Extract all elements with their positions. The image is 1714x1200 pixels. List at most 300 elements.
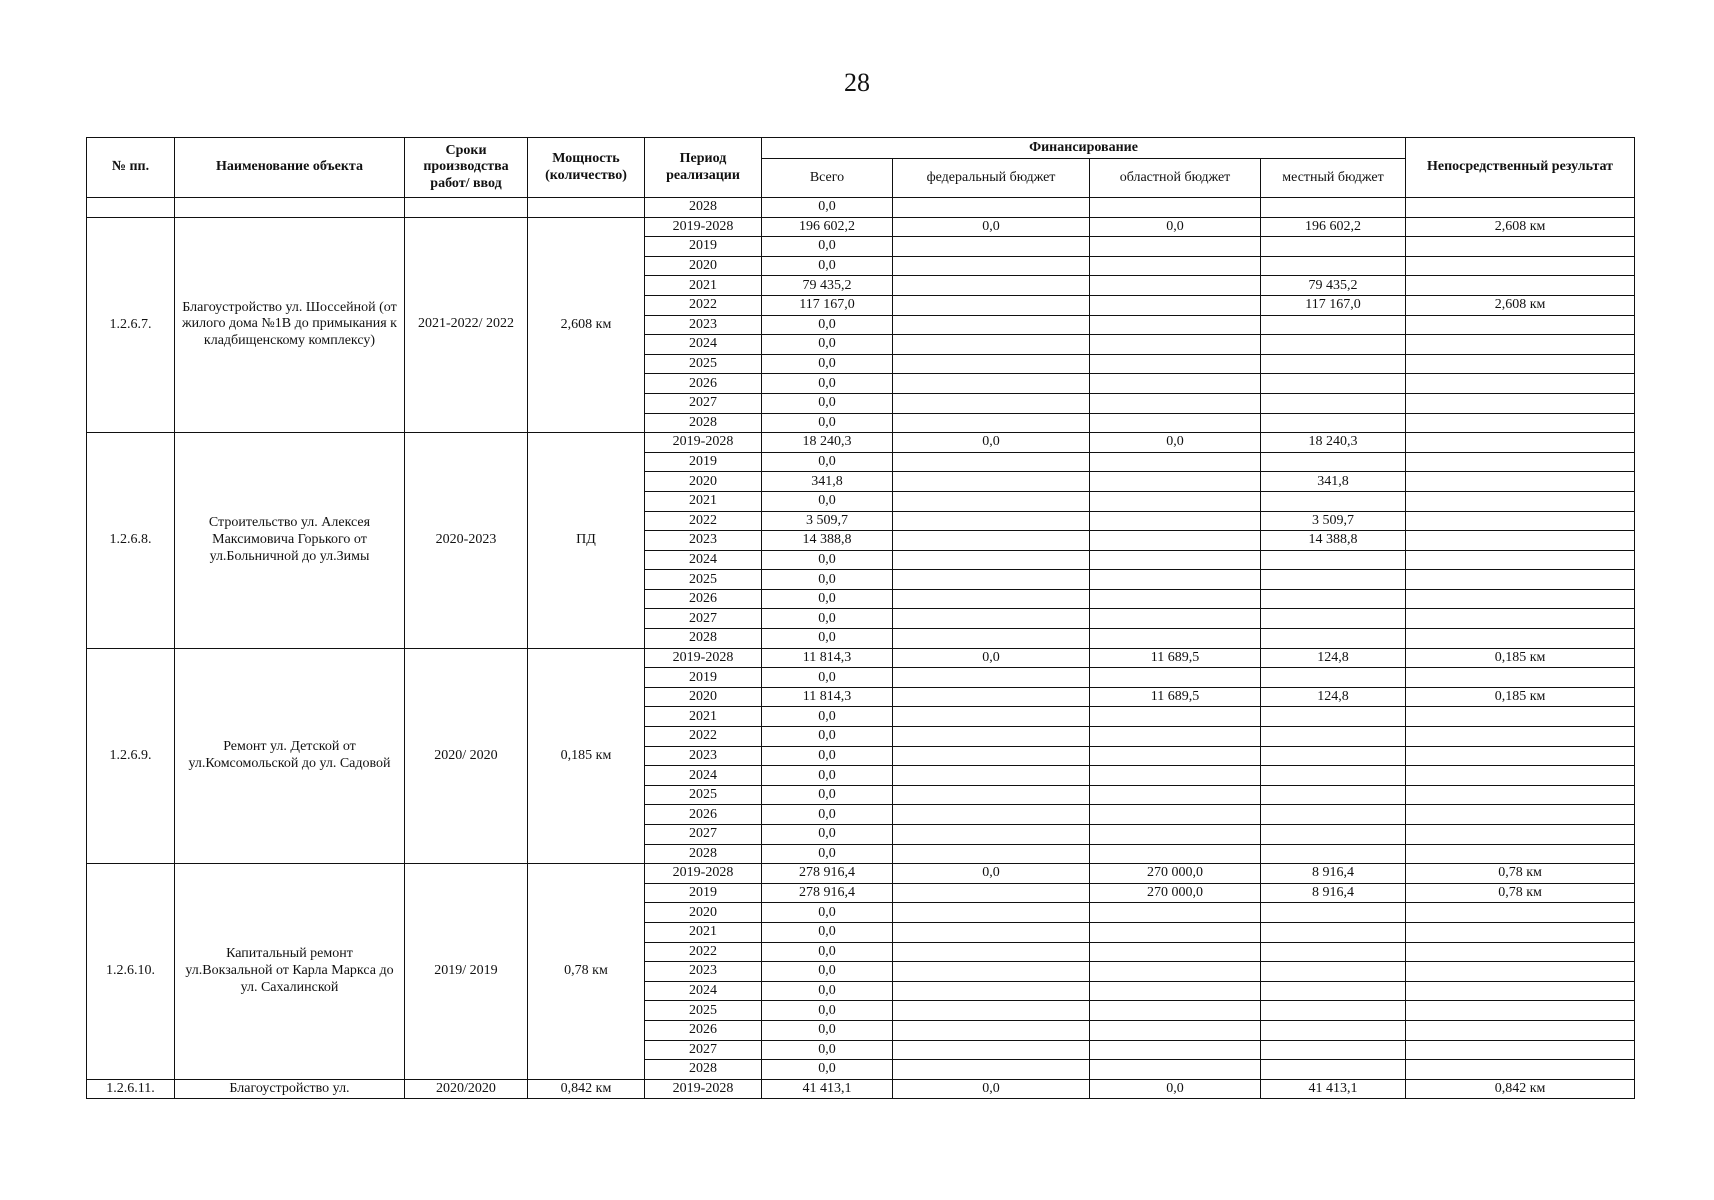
cell-federal [893, 511, 1090, 531]
cell-local [1261, 1060, 1406, 1080]
cell-total: 0,0 [762, 707, 893, 727]
cell-federal [893, 981, 1090, 1001]
cell-federal [893, 785, 1090, 805]
cell-period: 2019 [645, 668, 762, 688]
cell-total: 0,0 [762, 1020, 893, 1040]
table-row [87, 1079, 1635, 1099]
cell-total: 0,0 [762, 491, 893, 511]
cell-federal: 0,0 [893, 217, 1090, 237]
cell-total: 3 509,7 [762, 511, 893, 531]
cell-period: 2026 [645, 805, 762, 825]
cell-local [1261, 805, 1406, 825]
cell-regional [1090, 276, 1261, 296]
cell-total: 0,0 [762, 844, 893, 864]
cell-federal [893, 707, 1090, 727]
cell-period: 2019 [645, 452, 762, 472]
cell-local [1261, 981, 1406, 1001]
cell-local [1261, 374, 1406, 394]
cell-local [1261, 962, 1406, 982]
header-total: Всего [762, 159, 893, 198]
table-tail [87, 1079, 1635, 1099]
cell-period: 2024 [645, 981, 762, 1001]
cell-result [1406, 276, 1635, 296]
cell-federal [893, 374, 1090, 394]
cell-federal [893, 256, 1090, 276]
cell-regional [1090, 981, 1261, 1001]
cell-local: 18 240,3 [1261, 433, 1406, 453]
cell-result [1406, 570, 1635, 590]
cell-result [1406, 785, 1635, 805]
cell-regional [1090, 942, 1261, 962]
cell-regional [1090, 198, 1261, 218]
cell-result: 2,608 км [1406, 295, 1635, 315]
cell-result [1406, 589, 1635, 609]
cell-result [1406, 825, 1635, 845]
cell-regional [1090, 315, 1261, 335]
cell-federal [893, 903, 1090, 923]
cell-num: 1.2.6.9. [87, 648, 175, 864]
cell-regional [1090, 1040, 1261, 1060]
cell-federal [893, 393, 1090, 413]
cell-local [1261, 1040, 1406, 1060]
cell-total: 0,0 [762, 570, 893, 590]
cell-total: 278 916,4 [762, 864, 893, 884]
cell-federal [893, 550, 1090, 570]
cell-regional [1090, 511, 1261, 531]
cell-result [1406, 746, 1635, 766]
cell-period: 2022 [645, 727, 762, 747]
cell-federal [893, 687, 1090, 707]
cell-period: 2027 [645, 1040, 762, 1060]
cell-period: 2022 [645, 295, 762, 315]
cell-total: 0,0 [762, 825, 893, 845]
cell-result [1406, 981, 1635, 1001]
cell-total: 0,0 [762, 589, 893, 609]
cell-regional [1090, 295, 1261, 315]
cell-regional: 0,0 [1090, 217, 1261, 237]
cell-local [1261, 668, 1406, 688]
cell-local: 8 916,4 [1261, 864, 1406, 884]
cell-regional: 270 000,0 [1090, 864, 1261, 884]
cell-regional [1090, 825, 1261, 845]
cell-result [1406, 256, 1635, 276]
cell-period: 2021 [645, 491, 762, 511]
cell-local: 8 916,4 [1261, 883, 1406, 903]
cell-period: 2026 [645, 374, 762, 394]
cell-total: 0,0 [762, 315, 893, 335]
cell-local [1261, 609, 1406, 629]
cell-total: 341,8 [762, 472, 893, 492]
cell-federal [893, 805, 1090, 825]
cell-period: 2019-2028 [645, 1079, 762, 1099]
cell-federal [893, 1001, 1090, 1021]
cell-local: 196 602,2 [1261, 217, 1406, 237]
table-row [87, 217, 1635, 237]
cell-federal [893, 452, 1090, 472]
cell-total: 14 388,8 [762, 531, 893, 551]
cell-total: 0,0 [762, 727, 893, 747]
cell-result [1406, 237, 1635, 257]
cell-local [1261, 922, 1406, 942]
cell-regional: 270 000,0 [1090, 883, 1261, 903]
cell-local: 79 435,2 [1261, 276, 1406, 296]
cell-federal: 0,0 [893, 648, 1090, 668]
cell-local: 124,8 [1261, 648, 1406, 668]
cell-local [1261, 315, 1406, 335]
cell-period: 2019-2028 [645, 433, 762, 453]
cell-period: 2019-2028 [645, 648, 762, 668]
cell-regional: 0,0 [1090, 1079, 1261, 1099]
cell-result [1406, 550, 1635, 570]
cell-result [1406, 393, 1635, 413]
header-period: Период реализации [645, 138, 762, 198]
cell-num: 1.2.6.7. [87, 217, 175, 433]
cell-result [1406, 609, 1635, 629]
cell-period: 2024 [645, 335, 762, 355]
cell-total: 41 413,1 [762, 1079, 893, 1099]
cell-local [1261, 1020, 1406, 1040]
table-row [87, 864, 1635, 884]
header-result: Непосредственный результат [1406, 138, 1635, 198]
cell-period: 2021 [645, 922, 762, 942]
cell-local [1261, 825, 1406, 845]
cell-local: 3 509,7 [1261, 511, 1406, 531]
cell-total: 0,0 [762, 452, 893, 472]
cell-terms: 2019/ 2019 [405, 864, 528, 1080]
cell-regional [1090, 766, 1261, 786]
cell-regional [1090, 922, 1261, 942]
cell-result [1406, 1040, 1635, 1060]
cell-local: 341,8 [1261, 472, 1406, 492]
cell-total: 0,0 [762, 374, 893, 394]
cell-federal [893, 766, 1090, 786]
cell-regional [1090, 374, 1261, 394]
cell-power: 0,842 км [528, 1079, 645, 1099]
cell-regional [1090, 335, 1261, 355]
cell-federal [893, 276, 1090, 296]
cell-name: Строительство ул. Алексея Максимовича Горького от ул.Больничной до ул.Зимы [175, 433, 405, 649]
cell-local [1261, 491, 1406, 511]
cell-period: 2019-2028 [645, 864, 762, 884]
cell-local [1261, 354, 1406, 374]
cell-federal [893, 295, 1090, 315]
cell-name: Благоустройство ул. [175, 1079, 405, 1099]
cell-period: 2026 [645, 589, 762, 609]
cell-power: ПД [528, 433, 645, 649]
header-power: Мощность (количество) [528, 138, 645, 198]
cell-result [1406, 844, 1635, 864]
cell-period: 2024 [645, 766, 762, 786]
cell-local [1261, 550, 1406, 570]
header-num: № пп. [87, 138, 175, 198]
cell-federal [893, 609, 1090, 629]
cell-period: 2028 [645, 198, 762, 218]
cell-federal [893, 883, 1090, 903]
cell-federal [893, 335, 1090, 355]
cell-regional [1090, 707, 1261, 727]
cell-period: 2020 [645, 687, 762, 707]
cell-period: 2028 [645, 844, 762, 864]
cell-total: 0,0 [762, 962, 893, 982]
cell-num: 1.2.6.8. [87, 433, 175, 649]
cell-federal [893, 825, 1090, 845]
cell-period: 2023 [645, 962, 762, 982]
cell-regional [1090, 589, 1261, 609]
cell-period: 2020 [645, 256, 762, 276]
cell-period: 2023 [645, 746, 762, 766]
cell-power [528, 198, 645, 218]
cell-regional [1090, 550, 1261, 570]
cell-period: 2020 [645, 472, 762, 492]
cell-local: 124,8 [1261, 687, 1406, 707]
cell-period: 2019-2028 [645, 217, 762, 237]
cell-total: 0,0 [762, 668, 893, 688]
cell-name: Ремонт ул. Детской от ул.Комсомольской до ул. Садовой [175, 648, 405, 864]
cell-federal [893, 531, 1090, 551]
cell-regional [1090, 903, 1261, 923]
cell-total: 0,0 [762, 1040, 893, 1060]
cell-total: 0,0 [762, 550, 893, 570]
cell-federal [893, 746, 1090, 766]
cell-result [1406, 315, 1635, 335]
cell-regional [1090, 1060, 1261, 1080]
table-header-row [87, 138, 1635, 159]
cell-total: 18 240,3 [762, 433, 893, 453]
cell-total: 117 167,0 [762, 295, 893, 315]
cell-regional [1090, 1020, 1261, 1040]
cell-num: 1.2.6.10. [87, 864, 175, 1080]
cell-regional [1090, 570, 1261, 590]
cell-result [1406, 198, 1635, 218]
cell-local [1261, 707, 1406, 727]
cell-federal [893, 942, 1090, 962]
cell-federal [893, 668, 1090, 688]
header-name: Наименование объекта [175, 138, 405, 198]
cell-result: 0,185 км [1406, 687, 1635, 707]
cell-period: 2023 [645, 531, 762, 551]
cell-result [1406, 531, 1635, 551]
cell-local [1261, 903, 1406, 923]
cell-result [1406, 413, 1635, 433]
cell-federal [893, 1040, 1090, 1060]
cell-result [1406, 491, 1635, 511]
cell-period: 2025 [645, 570, 762, 590]
cell-local: 117 167,0 [1261, 295, 1406, 315]
cell-federal [893, 570, 1090, 590]
cell-terms: 2020-2023 [405, 433, 528, 649]
cell-period: 2027 [645, 609, 762, 629]
cell-regional [1090, 962, 1261, 982]
cell-num [87, 198, 175, 218]
cell-period: 2019 [645, 237, 762, 257]
cell-result [1406, 472, 1635, 492]
cell-result [1406, 962, 1635, 982]
cell-regional [1090, 629, 1261, 649]
cell-result: 0,185 км [1406, 648, 1635, 668]
cell-result: 2,608 км [1406, 217, 1635, 237]
cell-regional [1090, 472, 1261, 492]
cell-regional [1090, 256, 1261, 276]
cell-total: 278 916,4 [762, 883, 893, 903]
cell-power: 2,608 км [528, 217, 645, 433]
cell-total: 0,0 [762, 981, 893, 1001]
cell-period: 2020 [645, 903, 762, 923]
cell-total: 0,0 [762, 393, 893, 413]
cell-federal [893, 922, 1090, 942]
header-federal: федеральный бюджет [893, 159, 1090, 198]
cell-regional [1090, 844, 1261, 864]
cell-federal [893, 491, 1090, 511]
cell-period: 2021 [645, 276, 762, 296]
cell-result [1406, 433, 1635, 453]
cell-regional [1090, 452, 1261, 472]
cell-federal [893, 354, 1090, 374]
cell-local [1261, 452, 1406, 472]
cell-regional: 11 689,5 [1090, 648, 1261, 668]
cell-period: 2027 [645, 393, 762, 413]
cell-regional [1090, 531, 1261, 551]
cell-total: 0,0 [762, 335, 893, 355]
cell-local [1261, 393, 1406, 413]
cell-regional [1090, 237, 1261, 257]
cell-local [1261, 785, 1406, 805]
cell-period: 2024 [645, 550, 762, 570]
cell-period: 2022 [645, 511, 762, 531]
cell-total: 0,0 [762, 413, 893, 433]
cell-total: 0,0 [762, 785, 893, 805]
cell-federal [893, 727, 1090, 747]
cell-result [1406, 903, 1635, 923]
cell-name: Капитальный ремонт ул.Вокзальной от Карла Маркса до ул. Сахалинской [175, 864, 405, 1080]
cell-regional: 0,0 [1090, 433, 1261, 453]
cell-period: 2021 [645, 707, 762, 727]
table-row [87, 433, 1635, 453]
cell-result: 0,78 км [1406, 883, 1635, 903]
cell-federal [893, 844, 1090, 864]
cell-total: 0,0 [762, 746, 893, 766]
header-regional: областной бюджет [1090, 159, 1261, 198]
cell-regional [1090, 354, 1261, 374]
cell-total: 0,0 [762, 198, 893, 218]
cell-result: 0,78 км [1406, 864, 1635, 884]
cell-regional: 11 689,5 [1090, 687, 1261, 707]
cell-total: 11 814,3 [762, 687, 893, 707]
cell-federal: 0,0 [893, 433, 1090, 453]
cell-result [1406, 1001, 1635, 1021]
cell-result [1406, 707, 1635, 727]
cell-regional [1090, 785, 1261, 805]
cell-total: 0,0 [762, 766, 893, 786]
cell-regional [1090, 393, 1261, 413]
cell-result [1406, 922, 1635, 942]
cell-local [1261, 413, 1406, 433]
cell-total: 0,0 [762, 903, 893, 923]
cell-local [1261, 335, 1406, 355]
cell-period: 2025 [645, 785, 762, 805]
cell-local [1261, 629, 1406, 649]
table-body [87, 198, 1635, 1080]
cell-period: 2025 [645, 354, 762, 374]
cell-total: 0,0 [762, 805, 893, 825]
cell-regional [1090, 609, 1261, 629]
cell-result [1406, 942, 1635, 962]
cell-total: 196 602,2 [762, 217, 893, 237]
cell-period: 2028 [645, 413, 762, 433]
cell-total: 79 435,2 [762, 276, 893, 296]
table-row [87, 198, 1635, 218]
cell-name: Благоустройство ул. Шоссейной (от жилого дома №1В до примыкания к кладбищенскому комплексу) [175, 217, 405, 433]
cell-federal [893, 472, 1090, 492]
cell-regional [1090, 805, 1261, 825]
cell-total: 0,0 [762, 354, 893, 374]
cell-local [1261, 942, 1406, 962]
cell-federal [893, 629, 1090, 649]
cell-result [1406, 335, 1635, 355]
cell-total: 0,0 [762, 256, 893, 276]
cell-total: 0,0 [762, 1001, 893, 1021]
cell-total: 0,0 [762, 609, 893, 629]
cell-result [1406, 452, 1635, 472]
cell-terms: 2020/2020 [405, 1079, 528, 1099]
cell-result [1406, 354, 1635, 374]
page-number: 28 [844, 68, 870, 97]
cell-period: 2028 [645, 1060, 762, 1080]
cell-federal [893, 413, 1090, 433]
cell-regional [1090, 668, 1261, 688]
cell-period: 2026 [645, 1020, 762, 1040]
cell-local: 14 388,8 [1261, 531, 1406, 551]
cell-period: 2019 [645, 883, 762, 903]
cell-total: 0,0 [762, 922, 893, 942]
cell-result [1406, 1060, 1635, 1080]
cell-terms [405, 198, 528, 218]
cell-result [1406, 1020, 1635, 1040]
cell-period: 2028 [645, 629, 762, 649]
cell-local [1261, 198, 1406, 218]
header-terms: Сроки производства работ/ ввод [405, 138, 528, 198]
cell-local [1261, 589, 1406, 609]
cell-local [1261, 844, 1406, 864]
cell-local [1261, 746, 1406, 766]
cell-federal: 0,0 [893, 1079, 1090, 1099]
header-local: местный бюджет [1261, 159, 1406, 198]
financing-table [86, 137, 1635, 1099]
cell-federal: 0,0 [893, 864, 1090, 884]
cell-period: 2022 [645, 942, 762, 962]
table-row [87, 648, 1635, 668]
cell-result [1406, 374, 1635, 394]
cell-regional [1090, 491, 1261, 511]
cell-terms: 2021-2022/ 2022 [405, 217, 528, 433]
cell-result [1406, 511, 1635, 531]
cell-regional [1090, 727, 1261, 747]
cell-total: 0,0 [762, 237, 893, 257]
cell-local [1261, 766, 1406, 786]
cell-federal [893, 1060, 1090, 1080]
cell-regional [1090, 1001, 1261, 1021]
cell-total: 0,0 [762, 629, 893, 649]
cell-regional [1090, 413, 1261, 433]
cell-federal [893, 1020, 1090, 1040]
cell-local [1261, 1001, 1406, 1021]
cell-period: 2023 [645, 315, 762, 335]
cell-local [1261, 570, 1406, 590]
cell-result [1406, 629, 1635, 649]
cell-federal [893, 962, 1090, 982]
cell-name [175, 198, 405, 218]
cell-terms: 2020/ 2020 [405, 648, 528, 864]
cell-local [1261, 237, 1406, 257]
